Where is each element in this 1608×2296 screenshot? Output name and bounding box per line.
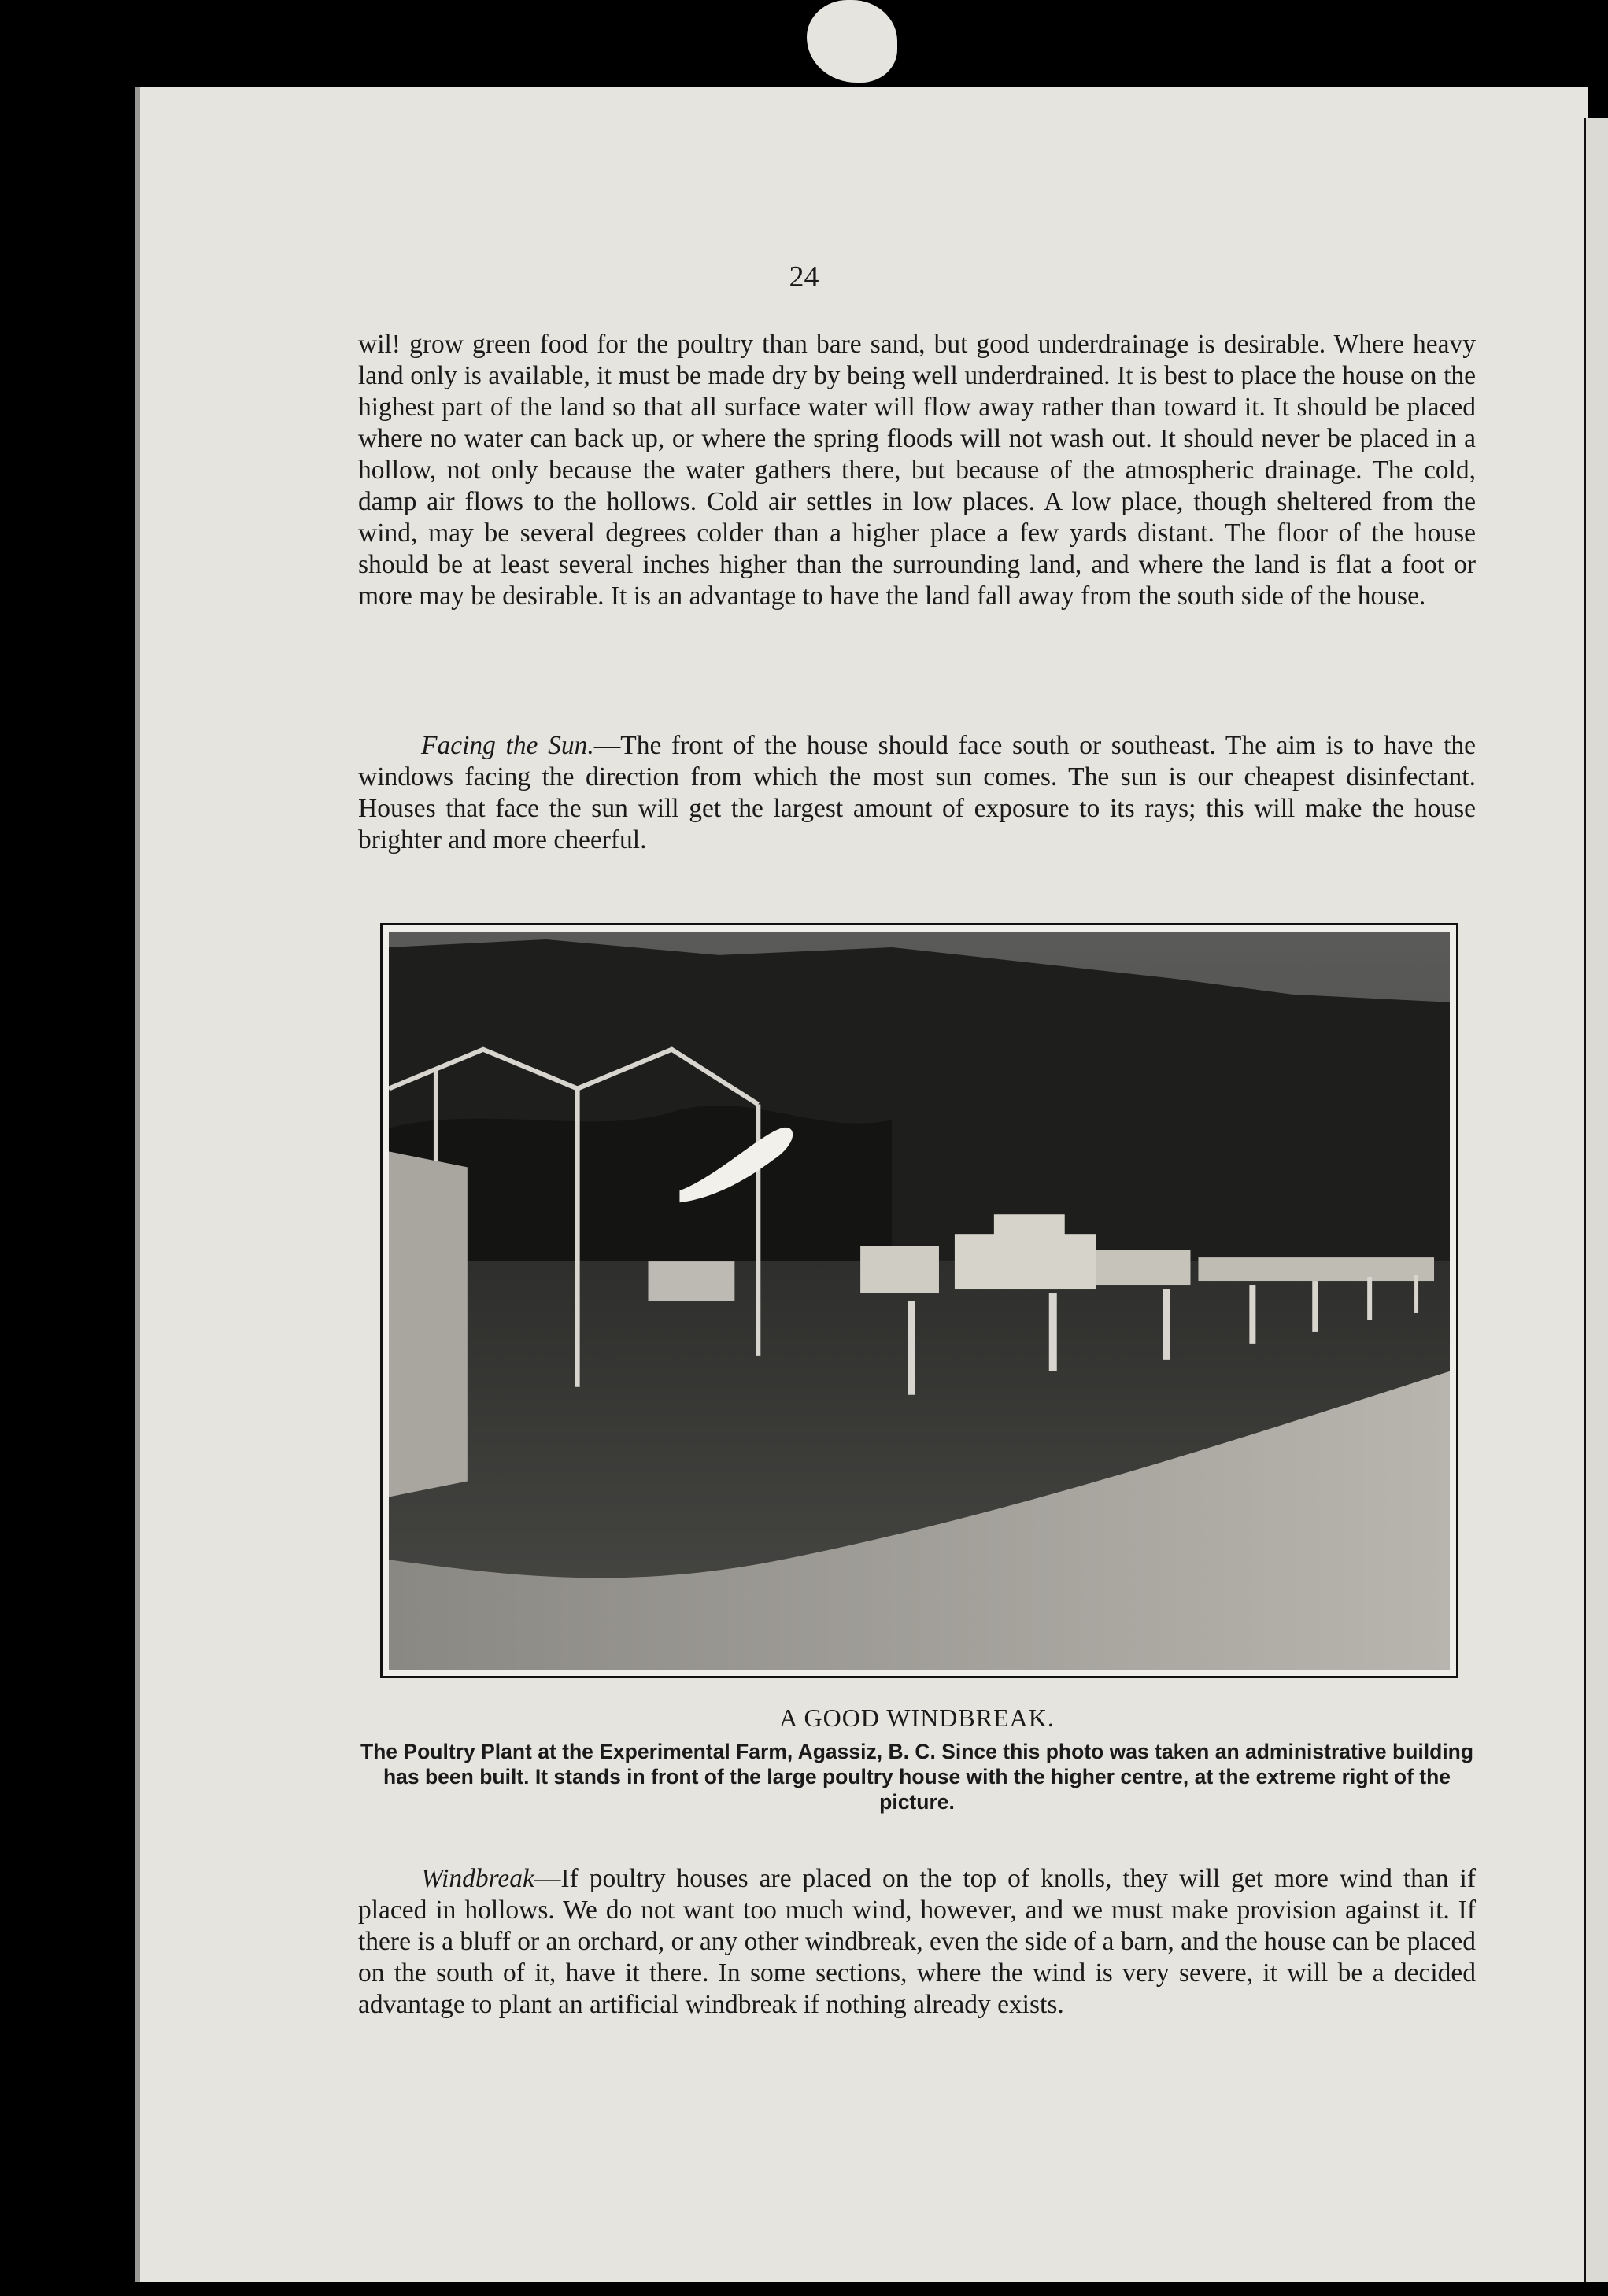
- paragraph-windbreak-lead: Windbreak: [421, 1864, 534, 1893]
- paragraph-facing-sun-text: —The front of the house should face south or southeast. The aim is to have the windows facing the direction from which the most sun comes. The sun is our cheapest disinfectant. Houses that face the sun will get the largest amount of exposure to its rays; this will make the house brighter and more cheerful.: [358, 731, 1476, 855]
- paragraph-windbreak-text: —If poultry houses are placed on the top of knolls, they will get more wind than if placed in hollows. We do not want too much wind, however, and we must make provision against it. If there is a bluff or an orchard, or any other windbreak, even the side of a barn, and the house can be placed on the south of it, have it there. In some sections, where the wind is very severe, it will be a decided advantage to plant an artificial windbreak if nothing already exists.: [358, 1864, 1476, 2019]
- shed-wall: [389, 1151, 468, 1497]
- adjacent-page-edge: [1584, 118, 1608, 2282]
- paragraph-windbreak-body: [358, 1863, 1476, 2021]
- paragraph-windbreak: [358, 1863, 1476, 2021]
- paragraph-drainage-text: wil! grow green food for the poultry than bare sand, but good underdrainage is desirable. Where heavy land only is available, it must be made dry by being well underdrained. It is best to place the house on the highest part of the land so that all surface water will flow away rather than toward it. It should be placed where no water can back up, or where the spring floods will not wash out. It should never be placed in a hollow, not only because the water gathers there, but because of the atmospheric drainage. The cold, damp air flows to the hollows. Cold air settles in low places. A low place, though sheltered from the wind, may be several degrees colder than a higher place a few yards distant. The floor of the house should be at least several inches higher than the surrounding land, and where the land is flat a foot or more may be desirable. It is an advantage to have the land fall away from the south side of the house.: [358, 330, 1476, 611]
- poultry-plant-photo: [380, 923, 1458, 1678]
- page-tear: [807, 0, 897, 83]
- caption-text: The Poultry Plant at the Experimental Farm, Agassiz, B. C. Since this photo was taken an administrative building has been built. It stands in front of the large poultry house with the higher centre, at the extreme right of the picture.: [360, 1740, 1474, 1814]
- paragraph-drainage: [358, 329, 1476, 612]
- page-number: 24: [789, 260, 819, 293]
- photo-illustration: [389, 932, 1450, 1670]
- caption-title: A GOOD WINDBREAK.: [779, 1704, 1055, 1732]
- paragraph-facing-sun: [358, 730, 1476, 856]
- paragraph-facing-sun-lead: Facing the Sun.: [421, 731, 594, 760]
- paragraph-facing-sun-body: [358, 730, 1476, 856]
